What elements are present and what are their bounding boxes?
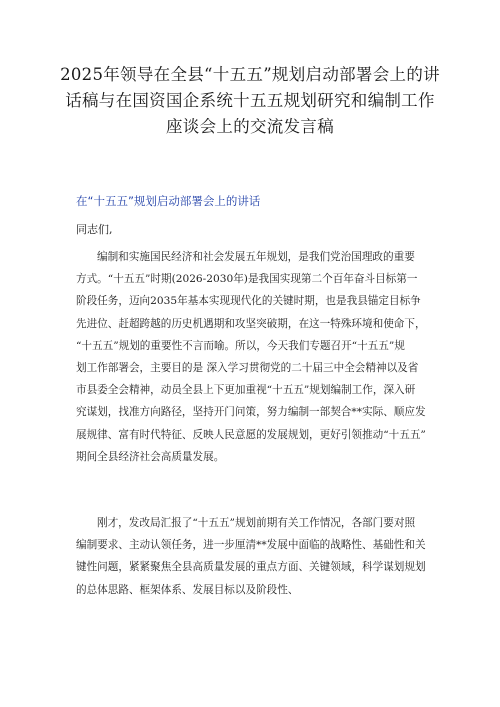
paragraph-1-line: “十五五”规划的重要性不言而喻。所以，今天我们专题召开“十五五”规 bbox=[76, 339, 405, 352]
paragraph-1-line: 先进位、赶超跨越的历史机遇期和攻坚突破期，在这一特殊环境和使命下， bbox=[76, 317, 426, 330]
paragraph-2-line: 的总体思路、框架体系、发展目标以及阶段性、 bbox=[76, 583, 299, 596]
salutation: 同志们, bbox=[76, 223, 113, 236]
paragraph-2-line: 刚才，发改局汇报了“十五五”规划前期有关工作情况，各部门要对照 bbox=[97, 517, 416, 529]
paragraph-1-line: 展规律、富有时代特征、反映人民意愿的发展规划，更好引领推动“十五五” bbox=[76, 428, 426, 441]
paragraph-2-line: 编制要求、主动认领任务，进一步厘清**发展中面临的战略性、基础性和关 bbox=[76, 539, 426, 552]
paragraph-1 bbox=[76, 246, 436, 468]
section-heading: 在“十五五”规划启动部署会上的讲话 bbox=[76, 194, 261, 208]
title-line-3: 座谈会上的交流发言稿 bbox=[166, 117, 334, 136]
title-line-1: 2025年领导在全县“十五五”规划启动部署会上的讲 bbox=[60, 65, 440, 84]
paragraph-1-line: 期间全县经济社会高质量发展。 bbox=[76, 450, 225, 463]
paragraph-2 bbox=[76, 512, 436, 601]
paragraph-1-line: 阶段任务，迈向2035年基本实现现代化的关键时期，也是我县锚定目标争 bbox=[76, 295, 421, 308]
document-title bbox=[60, 62, 440, 140]
paragraph-1-line: 划工作部署会，主要目的是 深入学习贯彻党的二十届三中全会精神以及省 bbox=[76, 362, 419, 375]
paragraph-2-line: 键性问题，紧紧聚焦全县高质量发展的重点方面、关键领域，科学谋划规划 bbox=[76, 561, 426, 574]
title-line-2: 话稿与在国资国企系统十五五规划研究和编制工作 bbox=[65, 91, 435, 110]
paragraph-1-line: 究谋划，找准方向路径，坚持开门问策，努力编制一部契合**实际、顺应发 bbox=[76, 406, 426, 419]
paragraph-1-line: 编制和实施国民经济和社会发展五年规划，是我们党治国理政的重要 bbox=[97, 251, 415, 263]
paragraph-1-line: 市县委全会精神，动员全县上下更加重视“十五五”规划编制工作，深入研 bbox=[76, 384, 416, 397]
paragraph-1-line: 方式。“十五五”时期(2026-2030年)是我国实现第二个百年奋斗目标第一 bbox=[76, 273, 418, 286]
